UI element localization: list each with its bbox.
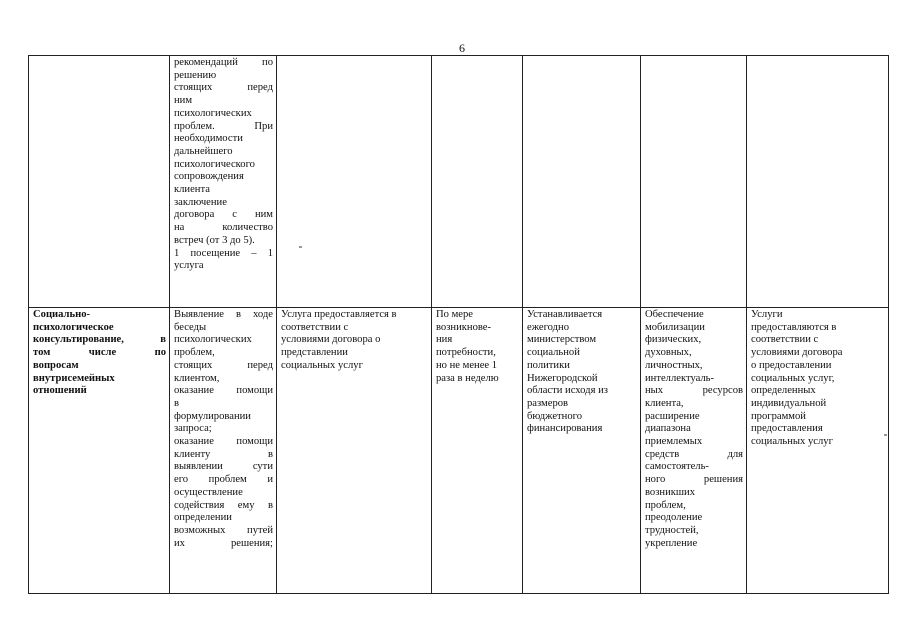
- cell-text-line: министерством: [527, 334, 597, 346]
- cell-text-line: психологического: [174, 158, 255, 170]
- cell-text-line: средств для: [645, 448, 743, 460]
- cell-text-line: личностных,: [645, 359, 703, 371]
- cell-text-line: приемлемых: [645, 436, 703, 448]
- cell-text-line: решению: [174, 69, 217, 81]
- cell-text-line: предоставления: [751, 423, 823, 435]
- cell-text-line: 1 посещение – 1: [174, 247, 273, 259]
- cell-text-line: Устанавливается: [527, 309, 603, 320]
- cell-text-line: Нижегородской: [527, 372, 598, 384]
- cell-text-line: возникнове-: [436, 321, 492, 333]
- table-row: [29, 308, 889, 594]
- cell-text-line: психологических: [174, 107, 252, 119]
- cell-text-line: По мере: [436, 309, 474, 320]
- cell-text-line: на количество: [174, 222, 273, 234]
- cell-text-line: проблем,: [174, 347, 215, 359]
- cell-text-line: вопросам: [33, 359, 79, 371]
- cell-text-line: клиента: [174, 184, 210, 196]
- cell-text-line: консультирование, в: [33, 334, 166, 346]
- cell-text-line: клиенту в: [174, 448, 273, 460]
- cell-text-line: том числе по: [33, 347, 166, 359]
- service-conditions-cell: [277, 56, 432, 308]
- cell-text-line: содействия ему в: [174, 499, 273, 511]
- service-description-cell: [170, 56, 277, 308]
- cell-text-line: преодоление: [645, 512, 703, 524]
- cell-text-line: определенных: [751, 385, 816, 397]
- cell-text-line: но не менее 1: [436, 359, 498, 371]
- cell-text-line: о предоставлении: [751, 359, 832, 371]
- cell-text-line: трудностей,: [645, 524, 699, 536]
- service-availability-cell: [747, 308, 889, 594]
- service-name-cell: [29, 56, 170, 308]
- cell-text-line: проблем,: [645, 499, 686, 511]
- cell-text-line: стоящих перед: [174, 359, 273, 371]
- cell-text-line: размеров: [527, 397, 569, 409]
- cell-text-line: предоставляются в: [751, 321, 837, 333]
- cell-text-line: Социально-: [33, 309, 91, 320]
- page-number: 6: [459, 41, 465, 55]
- cell-text-line: ных ресурсов: [645, 385, 743, 397]
- cell-text-line: беседы: [174, 321, 207, 333]
- cell-text-line: интеллектуаль-: [645, 372, 715, 384]
- cell-text-line: его проблем и: [174, 474, 273, 486]
- cell-text-line: ного решения: [645, 474, 743, 486]
- service-result-cell: [641, 56, 747, 308]
- cell-text-line: самостоятель-: [645, 461, 709, 473]
- cell-text-line: раза в неделю: [436, 372, 499, 384]
- cell-text-line: духовных,: [645, 347, 692, 359]
- cell-text-line: программой: [751, 410, 806, 422]
- cell-text-line: социальных услуг: [751, 436, 833, 448]
- cell-text-line: социальной: [527, 347, 580, 359]
- cell-text-line: заключение: [174, 196, 227, 208]
- cell-text-line: бюджетного: [527, 410, 583, 422]
- cell-text-line: ния: [436, 334, 453, 346]
- cell-text-line: дальнейшего: [174, 145, 233, 157]
- cell-text-line: рекомендаций по: [174, 57, 273, 68]
- cell-text-line: Выявление в ходе: [174, 309, 273, 320]
- cell-text-line: мобилизации: [645, 321, 705, 333]
- cell-text-line: социальных услуг,: [751, 372, 835, 384]
- service-description-cell: [170, 308, 277, 594]
- cell-text-line: определении: [174, 512, 232, 524]
- cell-text-line: области исходя из: [527, 385, 608, 397]
- cell-text-line: необходимости: [174, 133, 243, 145]
- cell-text-line: формулировании: [174, 410, 251, 422]
- cell-text-line: возможных путей: [174, 524, 273, 536]
- cell-text-line: укрепление: [645, 537, 698, 549]
- cell-text-line: физических,: [645, 334, 702, 346]
- cell-text-line: политики: [527, 359, 570, 371]
- cell-text-line: проблем. При: [174, 120, 273, 132]
- service-frequency-cell: [432, 56, 523, 308]
- cell-text-line: Обеспечение: [645, 309, 704, 320]
- cell-text-line: сопровождения: [174, 171, 244, 183]
- services-table: [28, 55, 889, 594]
- service-availability-cell: [747, 56, 889, 308]
- cell-text-line: договора с ним: [174, 209, 273, 221]
- cell-text-line: оказание помощи: [174, 385, 273, 397]
- service-cost-cell: [523, 308, 641, 594]
- service-result-cell: [641, 308, 747, 594]
- cell-text-line: условиями договора: [751, 347, 843, 359]
- service-frequency-cell: [432, 308, 523, 594]
- cell-text-line: клиентом,: [174, 372, 220, 384]
- cell-text-line: социальных услуг: [281, 359, 363, 371]
- cell-text-line: осуществление: [174, 486, 243, 498]
- scan-speck: [884, 434, 887, 436]
- cell-text-line: потребности,: [436, 347, 496, 359]
- cell-text-line: Услуга предоставляется в: [281, 309, 397, 320]
- cell-text-line: представлении: [281, 347, 348, 359]
- cell-text-line: расширение: [645, 410, 700, 422]
- cell-text-line: финансирования: [527, 423, 603, 435]
- service-cost-cell: [523, 56, 641, 308]
- cell-text-line: запроса;: [174, 423, 212, 435]
- scan-speck: [299, 246, 302, 248]
- cell-text-line: психологическое: [33, 321, 114, 333]
- cell-text-line: Услуги: [751, 309, 783, 320]
- service-name-cell: [29, 308, 170, 594]
- cell-text-line: их решения;: [174, 537, 273, 549]
- cell-text-line: условиями договора о: [281, 334, 381, 346]
- table-row: [29, 56, 889, 308]
- cell-text-line: внутрисемейных: [33, 372, 115, 384]
- cell-text-line: услуга: [174, 260, 204, 272]
- cell-text-line: соответствии с: [751, 334, 819, 346]
- cell-text-line: отношений: [33, 385, 87, 397]
- cell-text-line: ним: [174, 95, 193, 107]
- cell-text-line: индивидуальной: [751, 397, 827, 409]
- cell-text-line: соответствии с: [281, 321, 349, 333]
- cell-text-line: встреч (от 3 до 5).: [174, 234, 255, 246]
- cell-text-line: выявлении сути: [174, 461, 273, 473]
- cell-text-line: ежегодно: [527, 321, 570, 333]
- cell-text-line: оказание помощи: [174, 436, 273, 448]
- cell-text-line: стоящих перед: [174, 82, 273, 94]
- cell-text-line: клиента,: [645, 397, 684, 409]
- cell-text-line: в: [174, 397, 180, 409]
- cell-text-line: возникших: [645, 486, 696, 498]
- cell-text-line: психологических: [174, 334, 252, 346]
- service-conditions-cell: [277, 308, 432, 594]
- cell-text-line: диапазона: [645, 423, 691, 435]
